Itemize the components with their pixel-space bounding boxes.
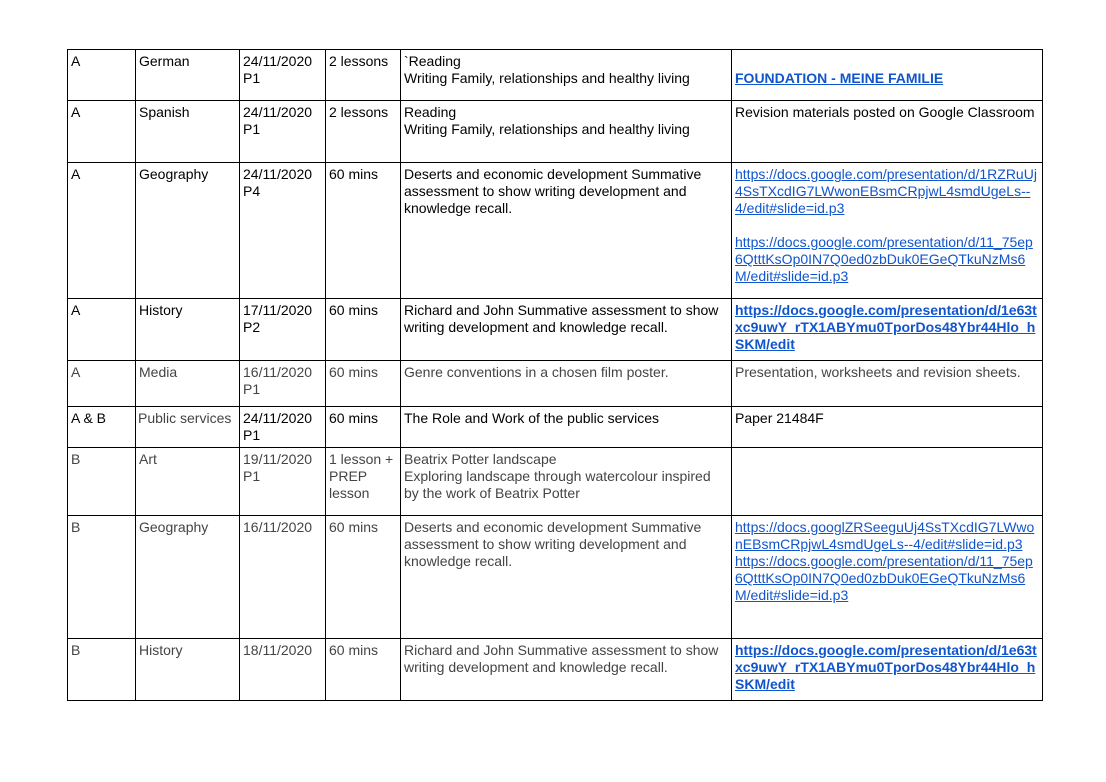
date-text: 24/11/2020 bbox=[243, 410, 313, 426]
resources-cell bbox=[732, 101, 1043, 163]
set-text: A bbox=[71, 364, 81, 380]
topic-line: Richard and John Summative assessment to show writing development and knowledge recall. bbox=[404, 302, 719, 335]
table-row bbox=[68, 448, 1043, 516]
resources-cell bbox=[732, 50, 1043, 101]
topic-line: Genre conventions in a chosen film poster. bbox=[404, 364, 669, 380]
topic-line: Exploring landscape through watercolour inspired by the work of Beatrix Potter bbox=[404, 468, 711, 501]
period-text: P1 bbox=[243, 121, 261, 137]
set-cell bbox=[68, 101, 136, 163]
date-cell bbox=[240, 639, 326, 701]
period-text: P4 bbox=[243, 183, 261, 199]
resources-cell bbox=[732, 516, 1043, 639]
resources-cell bbox=[732, 361, 1043, 407]
resource-text: Presentation, worksheets and revision sheets. bbox=[735, 364, 1021, 380]
subject-cell bbox=[136, 516, 240, 639]
topic-cell bbox=[401, 407, 732, 448]
resources-cell bbox=[732, 407, 1043, 448]
resource-link[interactable]: https://docs.google.com/presentation/d/1e63txc9uwY_rTX1ABYmu0TporDos48Ybr44Hlo_hSKM/edit bbox=[735, 302, 1037, 352]
resources-cell bbox=[732, 639, 1043, 701]
topic-cell bbox=[401, 361, 732, 407]
period-text: P2 bbox=[243, 319, 261, 335]
topic-line: Writing Family, relationships and healthy living bbox=[404, 121, 690, 137]
duration-text: PREP bbox=[329, 468, 368, 484]
table-row bbox=[68, 299, 1043, 361]
set-text: A bbox=[71, 166, 81, 182]
duration-cell bbox=[326, 361, 401, 407]
topic-cell bbox=[401, 101, 732, 163]
resource-text: Revision materials posted on Google Classroom bbox=[735, 104, 1035, 120]
topic-cell bbox=[401, 516, 732, 639]
topic-line: Reading bbox=[404, 104, 457, 120]
duration-text: 60 mins bbox=[329, 519, 379, 535]
set-cell bbox=[68, 516, 136, 639]
duration-cell bbox=[326, 163, 401, 299]
date-cell bbox=[240, 163, 326, 299]
resource-link[interactable]: https://docs.googlZRSeeguUj4SsTXcdIG7LWwonEBsmCRpjwL4smdUgeLs--4/edit#slide=id.p3 bbox=[735, 519, 1035, 552]
duration-text: 60 mins bbox=[329, 364, 379, 380]
date-cell bbox=[240, 448, 326, 516]
date-text: 16/11/2020 bbox=[243, 364, 313, 380]
date-text: 24/11/2020 bbox=[243, 166, 313, 182]
subject-text: Geography bbox=[139, 519, 209, 535]
duration-text: 60 mins bbox=[329, 166, 379, 182]
resource-link[interactable]: https://docs.google.com/presentation/d/11_75ep6QtttKsOp0IN7Q0ed0zbDuk0EGeQTkuNzMs6M/edit#slide=id.p3 bbox=[735, 234, 1033, 284]
resource-link[interactable]: https://docs.google.com/presentation/d/1e63txc9uwY_rTX1ABYmu0TporDos48Ybr44Hlo_hSKM/edit bbox=[735, 642, 1037, 692]
table-row bbox=[68, 639, 1043, 701]
set-text: A bbox=[71, 302, 81, 318]
assessment-schedule-table bbox=[67, 49, 1043, 701]
duration-cell bbox=[326, 516, 401, 639]
resources-cell bbox=[732, 448, 1043, 516]
set-text: B bbox=[71, 642, 81, 658]
set-cell bbox=[68, 448, 136, 516]
set-text: A bbox=[71, 104, 81, 120]
duration-cell bbox=[326, 448, 401, 516]
date-text: 19/11/2020 bbox=[243, 451, 313, 467]
subject-cell bbox=[136, 639, 240, 701]
topic-line: Deserts and economic development Summative assessment to show writing development and knowledge recall. bbox=[404, 519, 702, 569]
topic-cell bbox=[401, 448, 732, 516]
table-row bbox=[68, 516, 1043, 639]
duration-text: 60 mins bbox=[329, 302, 379, 318]
date-text: 16/11/2020 bbox=[243, 519, 313, 535]
topic-cell bbox=[401, 50, 732, 101]
topic-cell bbox=[401, 163, 732, 299]
date-cell bbox=[240, 299, 326, 361]
duration-cell bbox=[326, 407, 401, 448]
table-row bbox=[68, 101, 1043, 163]
subject-text: Art bbox=[139, 451, 157, 467]
set-cell bbox=[68, 407, 136, 448]
date-cell bbox=[240, 407, 326, 448]
duration-cell bbox=[326, 101, 401, 163]
topic-line: Richard and John Summative assessment to show writing development and knowledge recall. bbox=[404, 642, 719, 675]
set-text: B bbox=[71, 519, 81, 535]
table-row bbox=[68, 50, 1043, 101]
subject-text: Media bbox=[139, 364, 178, 380]
set-cell bbox=[68, 299, 136, 361]
date-cell bbox=[240, 101, 326, 163]
period-text: P1 bbox=[243, 468, 261, 484]
duration-text: 60 mins bbox=[329, 642, 379, 658]
resource-link[interactable]: https://docs.google.com/presentation/d/11_75ep6QtttKsOp0IN7Q0ed0zbDuk0EGeQTkuNzMs6M/edit#slide=id.p3 bbox=[735, 553, 1033, 603]
subject-cell bbox=[136, 101, 240, 163]
resource-link[interactable]: https://docs.google.com/presentation/d/1RZRuUj4SsTXcdIG7LWwonEBsmCRpjwL4smdUgeLs--4/edit#slide=id.p3 bbox=[735, 166, 1037, 216]
resource-text: Paper 21484F bbox=[735, 410, 824, 426]
subject-text: Spanish bbox=[139, 104, 190, 120]
date-text: 18/11/2020 bbox=[243, 642, 313, 658]
subject-cell bbox=[136, 50, 240, 101]
topic-line: Writing Family, relationships and healthy living bbox=[404, 70, 690, 86]
duration-cell bbox=[326, 299, 401, 361]
duration-text: lesson bbox=[329, 485, 370, 501]
topic-cell bbox=[401, 639, 732, 701]
date-text: 24/11/2020 bbox=[243, 104, 313, 120]
period-text: P1 bbox=[243, 381, 261, 397]
duration-cell bbox=[326, 639, 401, 701]
date-cell bbox=[240, 361, 326, 407]
set-cell bbox=[68, 163, 136, 299]
date-cell bbox=[240, 516, 326, 639]
subject-text: Public services bbox=[138, 410, 232, 426]
duration-cell bbox=[326, 50, 401, 101]
topic-line: `Reading bbox=[404, 53, 461, 69]
set-cell bbox=[68, 50, 136, 101]
date-text: 17/11/2020 bbox=[243, 302, 313, 318]
resource-link[interactable]: FOUNDATION - MEINE FAMILIE bbox=[735, 70, 944, 86]
duration-text: 2 lessons bbox=[329, 104, 389, 120]
set-cell bbox=[68, 639, 136, 701]
subject-text: German bbox=[139, 53, 190, 69]
date-cell bbox=[240, 50, 326, 101]
date-text: 24/11/2020 bbox=[243, 53, 313, 69]
resources-cell bbox=[732, 299, 1043, 361]
subject-cell bbox=[136, 299, 240, 361]
set-cell bbox=[68, 361, 136, 407]
subject-cell bbox=[136, 163, 240, 299]
resources-cell bbox=[732, 163, 1043, 299]
duration-text: 1 lesson + bbox=[329, 451, 394, 467]
set-text: B bbox=[71, 451, 81, 467]
period-text: P1 bbox=[243, 427, 261, 443]
subject-cell bbox=[136, 361, 240, 407]
subject-cell bbox=[136, 407, 240, 448]
topic-line: Deserts and economic development Summative assessment to show writing development and knowledge recall. bbox=[404, 166, 702, 216]
table-row bbox=[68, 163, 1043, 299]
period-text: P1 bbox=[243, 70, 261, 86]
topic-line: The Role and Work of the public services bbox=[404, 410, 659, 426]
topic-cell bbox=[401, 299, 732, 361]
subject-text: History bbox=[139, 302, 183, 318]
table-row bbox=[68, 361, 1043, 407]
table-row bbox=[68, 407, 1043, 448]
set-text: A & B bbox=[71, 410, 107, 426]
topic-line: Beatrix Potter landscape bbox=[404, 451, 557, 467]
subject-text: Geography bbox=[139, 166, 209, 182]
duration-text: 60 mins bbox=[329, 410, 379, 426]
subject-text: History bbox=[139, 642, 183, 658]
duration-text: 2 lessons bbox=[329, 53, 389, 69]
set-text: A bbox=[71, 53, 81, 69]
subject-cell bbox=[136, 448, 240, 516]
